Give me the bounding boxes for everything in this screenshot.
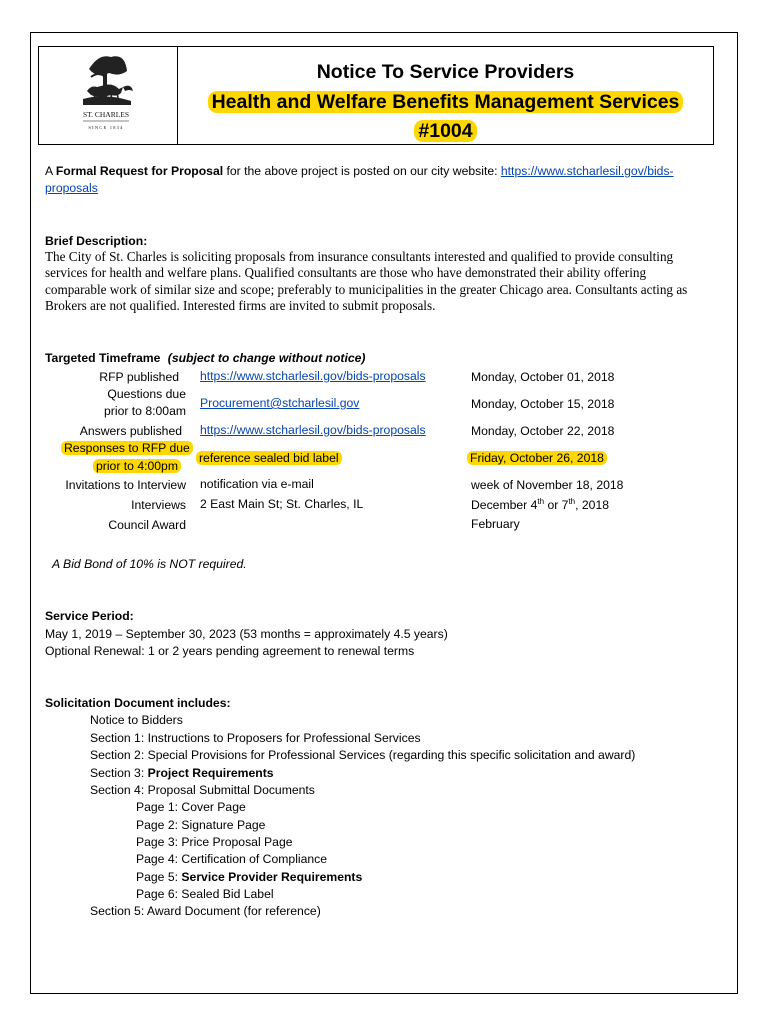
brief-heading: Brief Description:	[45, 234, 148, 248]
page-1-item: Page 1: Cover Page	[136, 800, 246, 814]
brief-line-3: comparable work of similar size and scope; preferably to municipalities in the greater Chicago area. Consultants acting as	[45, 282, 688, 297]
brief-line-1: The City of St. Charles is soliciting proposals from insurance consultants interested and qualified to provide consulting	[45, 249, 674, 264]
brief-line-2: services for health and welfare plans. Qualified consultants are those who have demonstrated their ability offering	[45, 265, 647, 280]
interviews-date-a: December 4	[471, 498, 538, 513]
service-heading: Service Period:	[45, 609, 134, 623]
page-6-item: Page 6: Sealed Bid Label	[136, 887, 274, 901]
row-label-responses-time: prior to 4:00pm	[93, 459, 181, 473]
interviews-date-b: or 7	[544, 498, 569, 513]
bid-bond-note: A Bid Bond of 10% is NOT required.	[52, 557, 247, 571]
row-label-answers-published: Answers published	[79, 424, 182, 438]
row-label-interviews: Interviews	[131, 498, 186, 512]
header-box	[38, 46, 714, 145]
intro-rest: for the above project is posted on our city website:	[223, 164, 501, 178]
row-label-questions-time: prior to 8:00am	[104, 404, 186, 418]
rfp-published-date: Monday, October 01, 2018	[471, 370, 615, 384]
row-label-council-award: Council Award	[108, 518, 186, 532]
section-5: Section 5: Award Document (for reference)	[90, 904, 321, 918]
intro-bold: Formal Request for Proposal	[55, 164, 224, 178]
section-3-bold: Project Requirements	[147, 766, 274, 780]
answers-published-link[interactable]: https://www.stcharlesil.gov/bids-proposals	[200, 423, 426, 437]
invitations-info: notification via e-mail	[200, 477, 314, 491]
interviews-location: 2 East Main St; St. Charles, IL	[200, 497, 364, 511]
section-1: Section 1: Instructions to Proposers for Professional Services	[90, 731, 421, 745]
responses-due-date: Friday, October 26, 2018	[467, 451, 607, 465]
row-label-invitations: Invitations to Interview	[65, 478, 186, 492]
logo-since: SINCE 1834	[88, 125, 124, 130]
procurement-email-link[interactable]: Procurement@stcharlesil.gov	[200, 396, 360, 410]
row-label-rfp-published: RFP published	[99, 370, 179, 384]
interviews-date-c: , 2018	[575, 498, 610, 513]
logo-cell	[39, 47, 178, 144]
page-5-item	[136, 870, 362, 884]
brief-line-4: Brokers are not qualified. Interested firms are invited to submit proposals.	[45, 298, 436, 313]
bids-link-cont[interactable]: proposals	[45, 181, 98, 195]
optional-renewal: Optional Renewal: 1 or 2 years pending agreement to renewal terms	[45, 644, 415, 658]
bids-link[interactable]: https://www.stcharlesil.gov/bids-	[500, 164, 674, 178]
interviews-sup2: th	[568, 497, 576, 506]
notice-to-bidders: Notice to Bidders	[90, 713, 183, 727]
section-3-prefix: Section 3:	[90, 766, 148, 780]
timeframe-heading: Targeted Timeframe	[45, 351, 161, 365]
page-4-item: Page 4: Certification of Compliance	[136, 852, 328, 866]
questions-due-date: Monday, October 15, 2018	[471, 397, 615, 411]
section-2: Section 2: Special Provisions for Professional Services (regarding this specific solicitation and award)	[90, 748, 636, 762]
section-4: Section 4: Proposal Submittal Documents	[90, 783, 315, 797]
timeframe-heading-row	[45, 351, 365, 365]
sealed-bid-reference: reference sealed bid label	[196, 451, 342, 465]
page-3-item: Page 3: Price Proposal Page	[136, 835, 293, 849]
rfp-published-link[interactable]: https://www.stcharlesil.gov/bids-proposals	[200, 369, 426, 383]
page-title: Notice To Service Providers	[316, 61, 575, 83]
logo-text: ST. CHARLES	[82, 110, 130, 119]
page-5-bold: Service Provider Requirements	[181, 870, 363, 884]
answers-published-date: Monday, October 22, 2018	[471, 424, 615, 438]
invitations-date: week of November 18, 2018	[471, 478, 624, 492]
section-3	[90, 766, 274, 780]
interviews-sup1: th	[537, 497, 545, 506]
intro-line	[45, 164, 674, 178]
page-5-prefix: Page 5:	[136, 870, 182, 884]
council-award-date: February	[471, 517, 520, 531]
service-period: May 1, 2019 – September 30, 2023 (53 months = approximately 4.5 years)	[45, 627, 448, 641]
row-label-responses-due: Responses to RFP due	[61, 441, 193, 455]
timeframe-note: (subject to change without notice)	[167, 351, 366, 365]
title-cell	[178, 47, 713, 144]
solicitation-heading: Solicitation Document includes:	[45, 696, 231, 710]
interviews-date	[471, 497, 609, 512]
project-title: Health and Welfare Benefits Management Services	[208, 91, 684, 113]
intro-prefix: A	[45, 164, 56, 178]
row-label-questions-due: Questions due	[107, 387, 186, 401]
page-2-item: Page 2: Signature Page	[136, 818, 266, 832]
project-number: #1004	[414, 120, 476, 142]
st-charles-logo	[39, 47, 177, 144]
